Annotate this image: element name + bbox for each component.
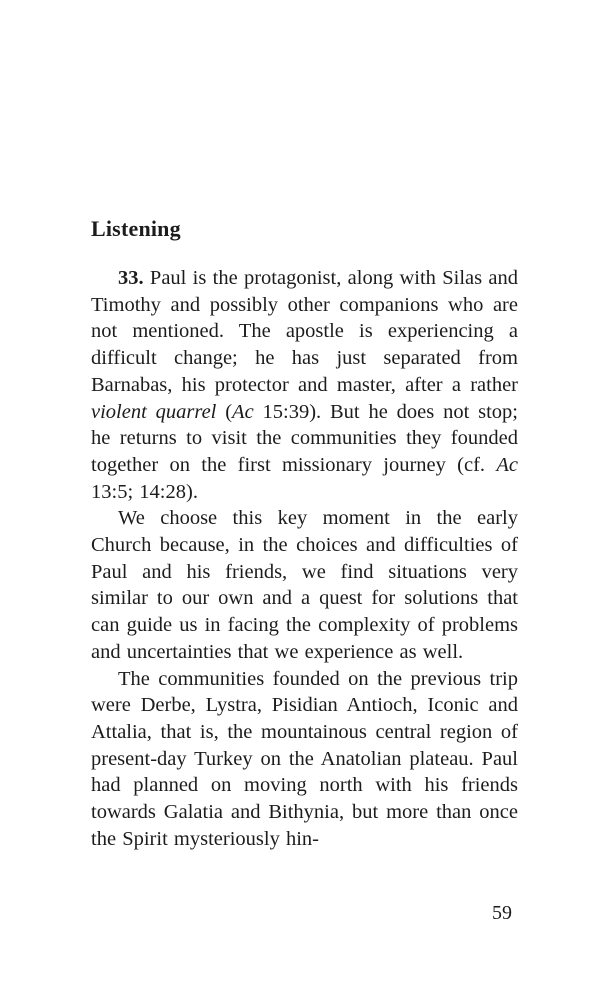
paragraph <box>91 265 518 505</box>
text-run: 13:5; 14:28). <box>91 480 198 503</box>
text-run: The communities founded on the previous trip were Derbe, Lystra, Pisidian Antioch, Iconic and Attalia, that is, the mountainous central region of present-day Turkey on the Anatolian plateau. Paul had planned on moving north with his friends towards Galatia and Bithynia, but more than once the Spirit mysteriously hin- <box>91 667 518 850</box>
text-run: violent quarrel <box>91 400 217 423</box>
section-heading: Listening <box>91 216 181 241</box>
text-run: 33. <box>118 267 144 289</box>
paragraph <box>91 505 518 665</box>
text-run: We choose this key moment in the early Church because, in the choices and difficulties of Paul and his friends, we find situations very similar to our own and a quest for solutions that can guide us in facing the complexity of problems and uncertainties that we experience as well. <box>91 507 518 663</box>
page-number: 59 <box>492 902 512 924</box>
text-run: ( <box>216 400 233 423</box>
text-run: Ac <box>232 400 254 423</box>
text-run: 15:39). But he does not stop; he returns to visit the communities they founded together on the first missionary journey (cf. <box>91 400 518 476</box>
paragraph <box>91 666 518 853</box>
text-run: Ac <box>496 453 518 476</box>
text-block <box>91 216 518 852</box>
text-run: Paul is the protagonist, along with Silas and Timothy and possibly other companions who are not mentioned. The apostle is experiencing a difficult change; he has just separated from Barnabas, his protector and master, after a rather <box>91 267 518 396</box>
